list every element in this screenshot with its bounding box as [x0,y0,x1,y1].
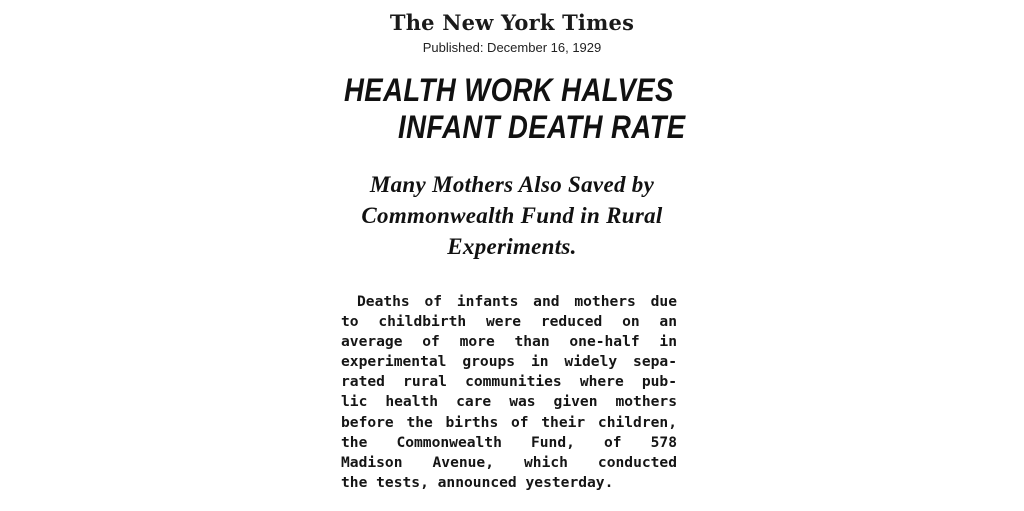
subheadline [330,169,694,262]
subheadline-line-1: Many Mothers Also Saved by [369,172,655,197]
article-body [341,292,677,493]
body-line: the Commonwealth Fund, of 578 [341,433,677,451]
body-line: rated rural communities where pub- [341,373,677,391]
body-line: Madison Avenue, which conducted [341,453,677,471]
subheadline-line-3: Experiments. [447,234,577,259]
body-line: lic health care was given mothers [341,393,677,411]
body-line: before the births of their children, [341,413,677,431]
headline-line-2: INFANT DEATH RATE [398,109,686,145]
masthead-logo: The New York Times [389,10,635,35]
body-line: experimental groups in widely sepa- [341,353,677,371]
published-date: Published: December 16, 1929 [422,40,602,55]
body-line: average of more than one-half in [341,333,677,351]
body-line: the tests, announced yesterday. [341,473,614,491]
headline-line-1: HEALTH WORK HALVES [344,72,674,108]
subheadline-line-2: Commonwealth Fund in Rural [361,203,663,228]
body-line: Deaths of infants and mothers due [357,293,677,310]
body-line: to childbirth were reduced on an [341,313,677,331]
